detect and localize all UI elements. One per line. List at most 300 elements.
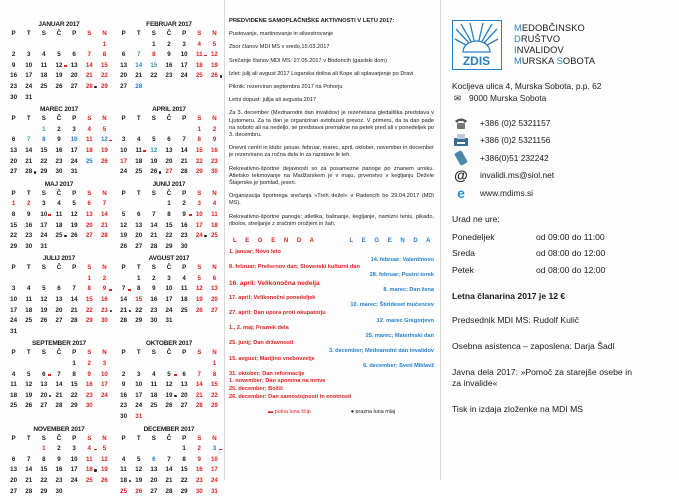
- calendar-day: 12: [135, 466, 143, 474]
- calendar-day: 30: [195, 487, 203, 495]
- calendar-day: 9: [197, 455, 201, 463]
- weekday-label: T: [136, 264, 141, 272]
- calendar-day: 13: [210, 285, 218, 293]
- office-day: Sreda: [452, 248, 475, 258]
- calendar-day: 19: [70, 221, 78, 229]
- empty-cell: [51, 359, 66, 370]
- weekday-label: T: [26, 264, 31, 272]
- activities-heading: PREDVIDENE SAMOPLAČNIŠKE AKTIVNOSTI V LETU 2017:: [229, 18, 395, 24]
- calendar-day: 18: [85, 146, 93, 154]
- weekday-label: S: [41, 115, 46, 123]
- calendar-day: 8: [42, 136, 46, 144]
- month-title: JULIJ 2017: [43, 255, 75, 263]
- calendar-day: 17: [70, 146, 78, 154]
- calendar-day: 14: [165, 466, 173, 474]
- holiday-entry: 8. februar; Prešernov dan; Slovenski kulturni dan: [229, 264, 360, 271]
- calendar-day: 15: [165, 221, 173, 229]
- calendar-day: 16: [165, 61, 173, 69]
- calendar-day: 19: [100, 146, 108, 154]
- calendar-day: 10: [10, 296, 18, 304]
- activities-section: [229, 18, 434, 416]
- calendar-day: 23: [180, 232, 188, 240]
- contact-list: [452, 114, 674, 202]
- weekday-label: P: [182, 349, 187, 357]
- calendar-day: 25: [85, 157, 93, 165]
- calendar-day: 23: [55, 476, 63, 484]
- calendar-day: 31: [25, 93, 33, 101]
- calendar-day: 27: [135, 242, 143, 250]
- calendar-day: 19: [135, 476, 143, 484]
- calendar-day: 7: [26, 455, 31, 463]
- calendar-day: 13: [10, 466, 18, 474]
- weekday-label: S: [151, 264, 156, 272]
- calendar-day: 30: [55, 487, 63, 495]
- weekday-label: P: [72, 349, 77, 357]
- address-block: [452, 80, 674, 104]
- calendar-day: 30: [10, 93, 18, 101]
- office-hours-row: [452, 232, 674, 249]
- holiday-entry: 26. december; Dan samostojnosti in enotnosti: [229, 393, 352, 400]
- calendar-day: 24: [25, 82, 33, 90]
- month-grid: [116, 434, 222, 498]
- org-name-line: MURSKA SOBOTA: [514, 56, 596, 66]
- empty-cell: [36, 40, 51, 51]
- weekday-label: T: [26, 349, 31, 357]
- month-calendar: [6, 339, 112, 422]
- calendar-day: 3: [42, 200, 46, 208]
- calendar-day: 1: [182, 445, 186, 453]
- empty-cell: [116, 444, 131, 455]
- calendar-day: 11: [86, 455, 93, 463]
- empty-cell: [6, 274, 21, 285]
- calendar-day: 25: [10, 402, 18, 410]
- personal-assistance: Osebna asistenca – zaposlena: Darja Šadl: [452, 341, 615, 351]
- weekday-label: N: [212, 264, 217, 272]
- calendar-day: 8: [136, 285, 141, 293]
- calendar-day: 15: [150, 61, 158, 69]
- calendar-day: 13: [55, 296, 63, 304]
- calendar-day: 27: [180, 402, 188, 410]
- weekday-label: T: [26, 189, 31, 197]
- calendar-day: 9: [152, 285, 156, 293]
- calendar-day: 21: [25, 157, 33, 165]
- weekday-label: N: [212, 189, 217, 197]
- weekday-label: S: [197, 115, 202, 123]
- calendar-day: 3: [136, 370, 141, 378]
- calendar-day: 29: [165, 242, 173, 250]
- calendar-row: [6, 105, 222, 180]
- calendar-day: 16: [195, 466, 203, 474]
- calendar-day: 21: [70, 306, 78, 314]
- calendar-day: 25: [25, 317, 33, 325]
- calendar-day: 17: [135, 391, 143, 399]
- calendar-day: 20: [210, 296, 218, 304]
- calendar-day: 10: [180, 51, 188, 59]
- calendar-day: 12: [25, 381, 33, 389]
- calendar-day: 5: [102, 125, 107, 133]
- weekday-label: N: [212, 349, 217, 357]
- weekday-label: S: [151, 434, 156, 442]
- empty-cell: [131, 125, 146, 136]
- calendar-day: 1: [212, 360, 217, 368]
- month-title: AVGUST 2017: [148, 255, 190, 263]
- calendar-day: 20: [10, 476, 18, 484]
- calendar-day: 4: [57, 200, 61, 208]
- month-grid: [6, 348, 112, 412]
- new-moon-legend: ● prazna luna mlaj: [350, 409, 396, 416]
- activity-item: Letni dopust: julija ali avgusta 2017: [229, 97, 317, 104]
- weekday-label: N: [102, 115, 107, 123]
- contact-item[interactable]: [452, 184, 674, 202]
- calendar-day: 27: [210, 306, 218, 314]
- calendar-day: 18: [25, 306, 33, 314]
- month-title: MAREC 2017: [39, 106, 79, 114]
- calendar-day: 5: [161, 370, 176, 381]
- weekday-label: Č: [166, 349, 172, 357]
- month-title: JUNIJ 2017: [152, 180, 186, 188]
- calendar-day: 13: [120, 61, 128, 69]
- calendar-day: 4: [121, 455, 126, 463]
- calendar-day: 8: [182, 455, 186, 463]
- month-title: NOVEMBER 2017: [33, 425, 85, 433]
- calendar-day: 3: [72, 445, 76, 453]
- month-grid: [116, 29, 222, 93]
- activity-item: Zbor članov MDI MS v sredo,15.03.2017: [229, 44, 330, 51]
- calendar-day: 12: [40, 296, 48, 304]
- weekday-label: Č: [56, 264, 62, 272]
- calendar-day: 25: [51, 231, 66, 242]
- calendar-day: 8: [42, 455, 46, 463]
- month-title: OKTOBER 2017: [145, 340, 193, 348]
- month-title: DECEMBER 2017: [143, 425, 195, 433]
- calendar-day: 25: [135, 168, 143, 176]
- contact-text: +386(0)51 232242: [480, 152, 549, 163]
- calendar-day: 24: [100, 391, 108, 399]
- calendar-day: 27: [40, 402, 48, 410]
- calendar-day: 19: [120, 232, 128, 240]
- calendar-day: 7: [102, 200, 107, 208]
- empty-cell: [161, 359, 176, 370]
- calendar-day: 7: [87, 51, 91, 59]
- calendar-day: 19: [100, 466, 108, 474]
- office-hours-table: [452, 232, 674, 282]
- weekday-label: Č: [56, 189, 62, 197]
- calendar-day: 9: [167, 51, 171, 59]
- weekday-label: P: [11, 30, 16, 37]
- calendar-day: 23: [195, 476, 203, 484]
- calendar-day: 2: [182, 200, 186, 208]
- month-grid: [6, 434, 112, 498]
- calendar-day: 28: [55, 402, 63, 410]
- calendar-day: 24: [10, 317, 18, 325]
- calendar-day: 12: [51, 61, 66, 72]
- calendar-day: 6: [152, 455, 156, 463]
- calendar-row: [6, 254, 222, 339]
- web-browser-icon: e: [457, 184, 465, 201]
- calendar-day: 30: [55, 168, 63, 176]
- calendar-day: 16: [120, 391, 128, 399]
- month-grid: [116, 189, 222, 253]
- calendar-day: 2: [87, 360, 91, 368]
- calendar-day: 16: [55, 146, 63, 154]
- calendar-day: 31: [70, 168, 78, 176]
- calendar-day: 10: [70, 455, 78, 463]
- calendar-day: 19: [150, 157, 158, 165]
- empty-cell: [131, 359, 146, 370]
- calendar-day: 22: [135, 306, 143, 314]
- calendar-day: 29: [85, 317, 93, 325]
- month-calendar: [6, 20, 112, 103]
- calendar-day: 3: [182, 40, 186, 48]
- calendar-day: 28: [100, 232, 108, 240]
- empty-cell: [21, 125, 36, 136]
- calendar-day: 6: [87, 200, 91, 208]
- calendar-day: 28: [120, 317, 128, 325]
- calendar-day: 8: [167, 210, 171, 218]
- calendar-day: 17: [165, 296, 173, 304]
- calendar-day: 4: [26, 285, 31, 293]
- calendar-day: 25: [150, 402, 158, 410]
- weekday-label: S: [151, 30, 156, 37]
- weekday-label: S: [87, 30, 92, 37]
- weekday-label: S: [151, 189, 156, 197]
- calendar-day: 12: [120, 221, 128, 229]
- calendar-day: 13: [10, 146, 18, 154]
- calendar-day: 4: [87, 125, 91, 133]
- zdis-logo: [452, 20, 502, 70]
- org-name-line: DRUŠTVO: [514, 34, 561, 44]
- legend-title-left: L E G E N D A: [233, 238, 318, 245]
- weekday-label: T: [26, 30, 31, 37]
- month-title: MAJ 2017: [44, 180, 74, 188]
- empty-cell: [36, 359, 51, 370]
- calendar-day: 27: [10, 168, 18, 176]
- calendar-day: 11: [192, 50, 207, 61]
- empty-cell: [116, 199, 131, 210]
- weekday-label: Č: [166, 115, 172, 123]
- calendar-day: 24: [40, 232, 48, 240]
- weekday-label: T: [26, 434, 31, 442]
- calendar-day: 9: [177, 210, 192, 221]
- calendar-day: 17: [210, 466, 218, 474]
- calendar-day: 28: [21, 167, 36, 178]
- calendar-day: 4: [82, 444, 97, 455]
- calendar-day: 30: [210, 168, 218, 176]
- month-calendar: [116, 254, 222, 337]
- calendar-day: 20: [135, 232, 143, 240]
- weekday-label: N: [212, 434, 217, 442]
- contact-item[interactable]: [452, 167, 674, 185]
- calendar-day: 23: [85, 391, 93, 399]
- phone-icon: [452, 115, 470, 131]
- weekday-label: P: [182, 115, 187, 123]
- calendar-day: 28: [25, 487, 33, 495]
- calendar-day: 28: [180, 168, 188, 176]
- calendar-day: 18: [150, 391, 158, 399]
- weekday-label: T: [136, 115, 141, 123]
- calendar-day: 28: [135, 82, 143, 90]
- calendar-day: 8: [87, 285, 91, 293]
- calendar-day: 19: [25, 391, 33, 399]
- calendar-day: 8: [152, 51, 156, 59]
- calendar-day: 29: [10, 242, 18, 250]
- calendar-day: 27: [150, 487, 158, 495]
- weekday-label: P: [72, 264, 77, 272]
- calendar-day: 6: [11, 136, 16, 144]
- month-title: APRIL 2017: [152, 106, 186, 114]
- weekday-label: Č: [56, 115, 62, 123]
- empty-cell: [21, 359, 36, 370]
- calendar-day: 22: [165, 232, 173, 240]
- calendar-day: 30: [120, 413, 128, 420]
- org-name-line: MEDOBČINSKO: [514, 23, 585, 33]
- calendar-day: 6: [182, 370, 186, 378]
- calendar-day: 12: [210, 51, 218, 59]
- calendar-day: 7: [136, 51, 141, 59]
- weekday-label: S: [41, 264, 46, 272]
- calendar-day: 29: [195, 168, 203, 176]
- calendar-day: 22: [210, 391, 218, 399]
- calendar-day: 10: [100, 370, 108, 378]
- calendar-day: 7: [167, 455, 171, 463]
- calendar-day: 21: [150, 232, 158, 240]
- calendar-day: 26: [55, 82, 63, 90]
- weekday-label: S: [151, 349, 156, 357]
- calendar-day: 14: [120, 296, 128, 304]
- office-time: od 08:00 do 12:00: [536, 264, 606, 275]
- weekday-label: S: [41, 349, 46, 357]
- calendar-day: 22: [150, 72, 158, 80]
- calendar-day: 3: [167, 274, 171, 282]
- empty-cell: [116, 274, 131, 285]
- fax-icon: [452, 132, 470, 148]
- empty-cell: [192, 359, 207, 370]
- calendar-day: 23: [10, 82, 18, 90]
- calendar-day: 28: [150, 242, 158, 250]
- empty-cell: [161, 444, 176, 455]
- empty-cell: [116, 359, 131, 370]
- calendar-day: 20: [150, 476, 158, 484]
- activity-item: Rekreativno-športne dejavnosti so za posamezne panoge po znanem urniku. Atletsko tekmovanje na Madžarskem je v maju, prvenstvo v kegljanju Dežele Štajerske je pomlad, jesen.: [229, 165, 434, 187]
- month-calendar: [6, 254, 112, 337]
- holiday-entry: 25. december; Božič: [229, 385, 284, 392]
- calendar-day: 3: [72, 125, 76, 133]
- office-hours-row: [452, 265, 674, 282]
- calendar-day: 18: [82, 465, 97, 476]
- empty-cell: [51, 274, 66, 285]
- president: Predsednik MDI MS: Rudolf Kulič: [452, 315, 580, 325]
- holiday-entry: 10. marec; Štirideset mučencev: [350, 302, 434, 309]
- calendar-day: 13: [135, 221, 143, 229]
- calendar-day: 5: [57, 51, 61, 59]
- month-calendar: [116, 339, 222, 422]
- calendar-day: 15: [40, 466, 48, 474]
- weekday-label: S: [87, 264, 92, 272]
- empty-cell: [6, 40, 21, 51]
- activity-item: Organizacija športnega srečanja »Treh dežel« v Radencih bo 29.04.2017 (MDI MS).: [229, 193, 434, 207]
- empty-cell: [131, 40, 146, 51]
- weekday-label: S: [197, 349, 202, 357]
- calendar-day: 29: [180, 487, 188, 495]
- calendar-day: 26: [135, 487, 143, 495]
- calendar-day: 23: [55, 157, 63, 165]
- empty-cell: [146, 444, 161, 455]
- calendar-day: 20: [10, 157, 18, 165]
- calendar-day: 21: [100, 221, 108, 229]
- calendar-day: 10: [70, 136, 78, 144]
- holiday-entry: 3. december; Mednarodni dan invalidov: [328, 347, 434, 354]
- calendar-day: 11: [55, 210, 63, 218]
- calendar-day: 13: [40, 381, 48, 389]
- calendar-day: 24: [180, 72, 188, 80]
- calendar-day: 30: [85, 402, 93, 410]
- calendar-day: 24: [135, 402, 143, 410]
- calendar-day: 2: [121, 370, 126, 378]
- calendar-day: 25: [195, 72, 203, 80]
- calendar-day: 20: [36, 391, 51, 402]
- activity-item: Pustovanje, martinovanje in silvestrovanje: [229, 31, 334, 38]
- empty-cell: [116, 40, 131, 51]
- calendar-day: 27: [10, 487, 18, 495]
- empty-cell: [36, 274, 51, 285]
- calendar-day: 26: [100, 157, 108, 165]
- office-time: od 09:00 do 11:00: [536, 231, 605, 242]
- calendar-day: 26: [146, 167, 161, 178]
- calendar-day: 12: [70, 210, 78, 218]
- calendar-day: 2: [152, 274, 156, 282]
- calendar-day: 22: [70, 391, 78, 399]
- calendar-day: 8: [11, 210, 16, 218]
- calendar-day: 11: [211, 210, 218, 218]
- calendar-day: 6: [36, 370, 51, 381]
- office-hours-title: Urad ne ure:: [452, 213, 500, 224]
- calendar-day: 22: [10, 232, 18, 240]
- month-grid: [6, 29, 112, 103]
- empty-cell: [6, 444, 21, 455]
- calendar-day: 4: [136, 136, 141, 144]
- weekday-label: S: [41, 189, 46, 197]
- weekday-label: P: [72, 189, 77, 197]
- calendar-day: 1: [136, 274, 141, 282]
- calendar-day: 1: [42, 125, 46, 133]
- calendar-day: 14: [55, 381, 63, 389]
- month-grid: [116, 114, 222, 178]
- calendar-day: 15: [210, 381, 218, 389]
- calendar-day: 8: [212, 370, 217, 378]
- calendar-day: 18: [55, 221, 63, 229]
- calendar-day: 25: [85, 476, 93, 484]
- calendar-day: 29: [210, 402, 218, 410]
- empty-cell: [67, 40, 82, 51]
- calendar-day: 2: [26, 200, 31, 208]
- calendar-day: 4: [212, 200, 217, 208]
- calendar-day: 20: [120, 72, 128, 80]
- month-grid: [6, 263, 112, 337]
- calendar-day: 11: [25, 296, 32, 304]
- envelope-icon: ✉: [454, 93, 462, 103]
- calendar-day: 4: [11, 370, 16, 378]
- weekday-label: Č: [56, 349, 62, 357]
- calendar-day: 24: [192, 231, 207, 242]
- weekday-label: P: [182, 264, 187, 272]
- calendar-day: 20: [180, 391, 188, 399]
- calendar-day: 24: [120, 168, 128, 176]
- weekday-label: Č: [166, 189, 172, 197]
- calendar-day: 5: [42, 285, 46, 293]
- calendar-day: 27: [85, 232, 93, 240]
- calendar-day: 14: [100, 210, 108, 218]
- calendar-day: 20: [165, 157, 173, 165]
